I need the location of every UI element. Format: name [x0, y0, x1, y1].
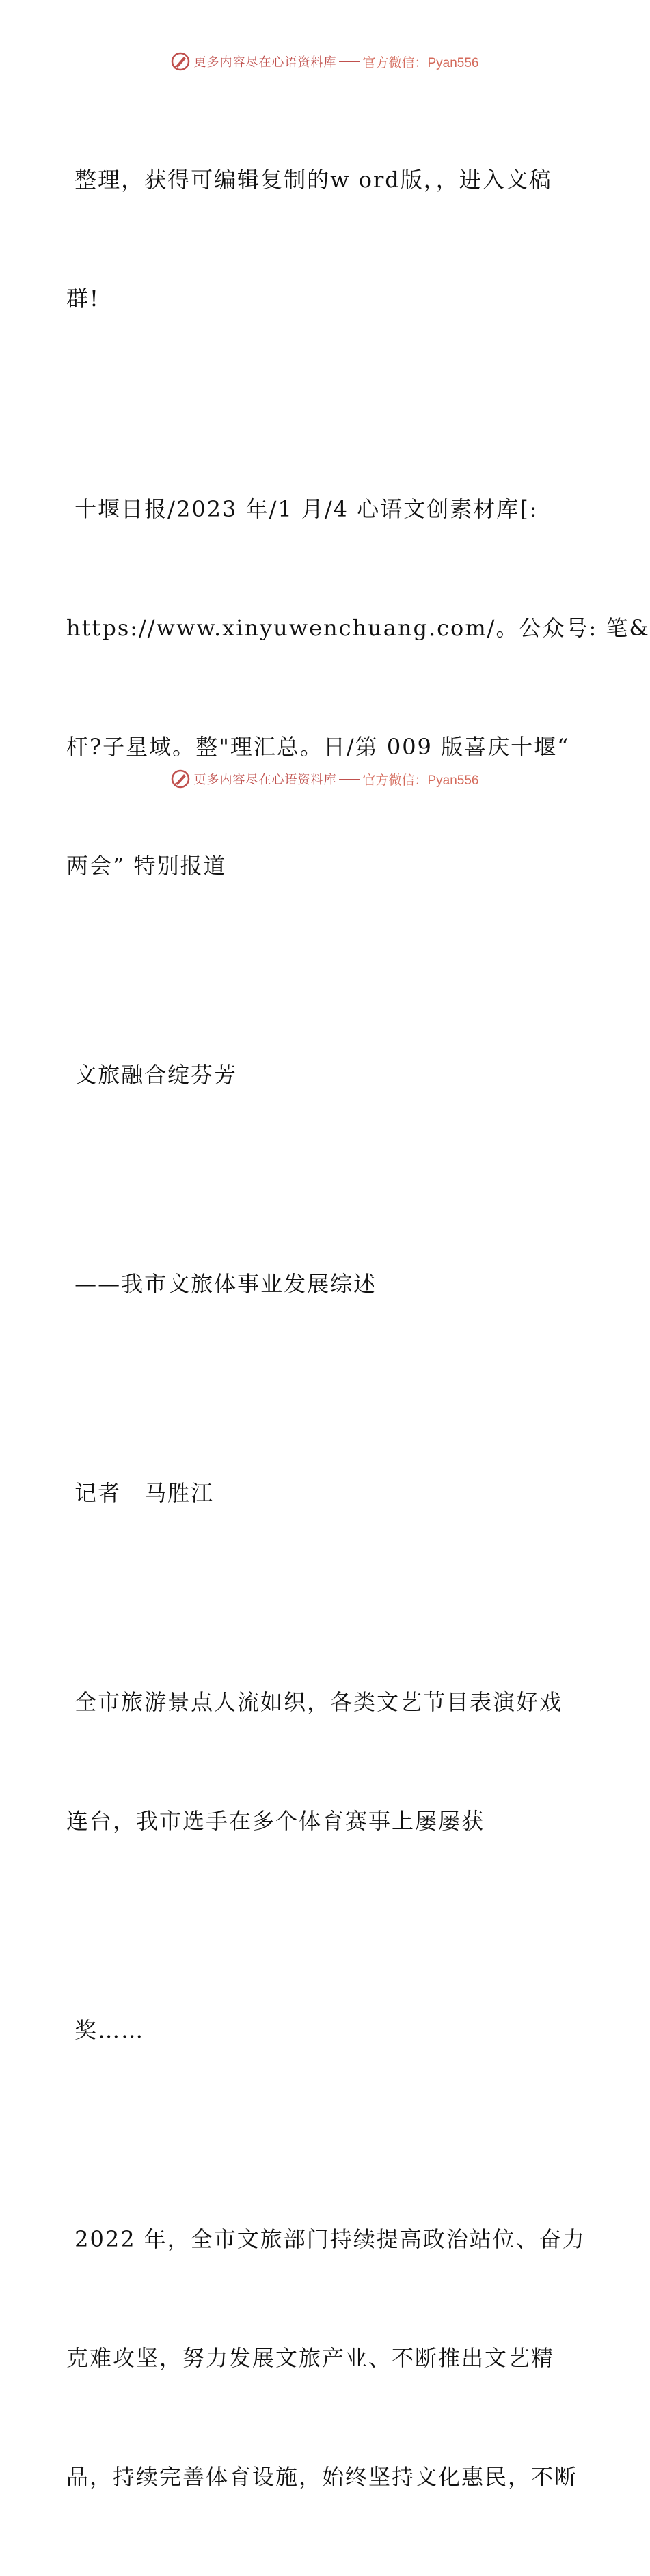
- watermark-text-cn: 更多内容尽在心语资料库: [193, 55, 337, 70]
- text-line: 克难攻坚，努力发展文旅产业、不断推出文艺精: [66, 2345, 555, 2371]
- article-subtitle: [66, 1185, 586, 1383]
- footer-watermark: [0, 765, 649, 793]
- quill-logo-icon: [170, 51, 191, 72]
- text-line: 奖……: [66, 2017, 145, 2043]
- text-line: 十堰日报/2023 年/1 月/4 心语文创素材库[:: [66, 496, 539, 522]
- watermark-text-cn: 更多内容尽在心语资料库: [193, 773, 337, 787]
- text-line: 整理，获得可编辑复制的w ord版，，进入文稿: [66, 167, 552, 193]
- article-byline: [66, 1394, 586, 1592]
- text-line: 2022 年，全市文旅部门持续提高政治站位、奋力: [66, 2226, 586, 2252]
- watermark-text-en: 官方微信：Pyan556: [362, 55, 479, 70]
- text-line: 两会” 特别报道: [66, 853, 227, 879]
- text-line: 连台，我市选手在多个体育赛事上屡屡获: [66, 1808, 485, 1834]
- watermark-text-en: 官方微信：Pyan556: [362, 773, 479, 788]
- header-watermark: [0, 48, 649, 75]
- watermark-divider: [339, 779, 360, 780]
- article-title: [66, 976, 586, 1174]
- text-line: https://www.xinyuwenchuang.com/。公众号: 笔&: [66, 615, 650, 641]
- text-line: 全市旅游景点人流如织，各类文艺节目表演好戏: [66, 1689, 563, 1715]
- text-line: 品，持续完善体育设施，始终坚持文化惠民，不断: [66, 2464, 578, 2490]
- document-body: [66, 81, 650, 2576]
- text-line: 记者 马胜江: [66, 1480, 215, 1506]
- paragraph-notice: [66, 81, 586, 398]
- text-line: 文旅融合绽芬芳: [66, 1062, 238, 1088]
- text-line: 杆?子星域。整"理汇总。日/第 009 版喜庆十堰“: [66, 734, 570, 760]
- watermark-divider: [339, 61, 360, 62]
- quill-logo-icon: [170, 769, 191, 789]
- paragraph-intro: [66, 1603, 586, 1920]
- paragraph-body: [66, 2140, 586, 2576]
- paragraph-intro-end: [66, 1931, 586, 2129]
- paragraph-source: [66, 410, 650, 965]
- text-line: 群!: [66, 286, 100, 312]
- text-line: ——我市文旅体事业发展综述: [66, 1271, 377, 1297]
